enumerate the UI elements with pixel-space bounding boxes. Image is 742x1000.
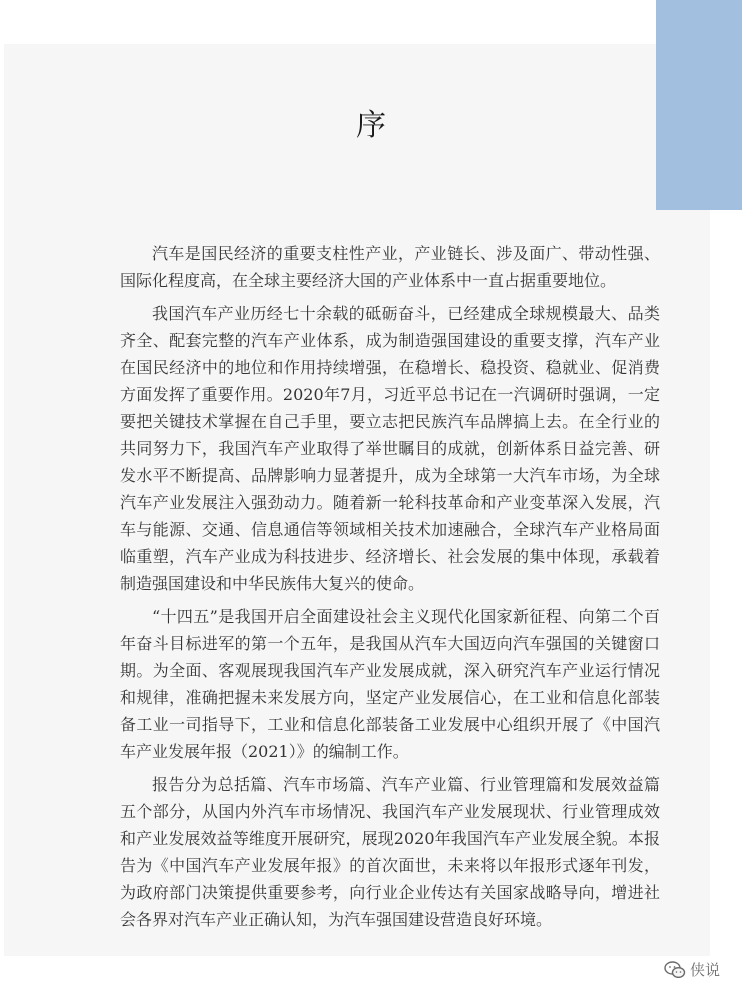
body-text — [120, 240, 660, 939]
paragraph-4: 报告分为总括篇、汽车市场篇、汽车产业篇、行业管理篇和发展效益篇五个部分，从国内外汽车市场情况、我国汽车产业发展现状、行业管理成效和产业发展效益等维度开展研究，展现2020年我国汽车产业发展全貌。本报告为《中国汽车产业发展年报》的首次面世，未来将以年报形式逐年刊发，为政府部门决策提供重要参考，向行业企业传达有关国家战略导向，增进社会各界对汽车产业正确认知，为汽车强国建设营造良好环境。 — [120, 775, 660, 929]
paragraph-3: “十四五”是我国开启全面建设社会主义现代化国家新征程、向第二个百年奋斗目标进军的第一个五年，是我国从汽车大国迈向汽车强国的关键窗口期。为全面、客观展现我国汽车产业发展成就，深入研究汽车产业运行情况和规律，准确把握未来发展方向，坚定产业发展信心，在工业和信息化部装备工业一司指导下，工业和信息化部装备工业发展中心组织开展了《中国汽车产业发展年报（2021）》的编制工作。 — [120, 607, 660, 761]
wechat-icon — [664, 960, 686, 980]
watermark-label: 侠说 — [689, 961, 720, 979]
blue-corner-tab — [656, 0, 742, 210]
watermark — [664, 959, 720, 980]
paragraph-1: 汽车是国民经济的重要支柱性产业，产业链长、涉及面广、带动性强、国际化程度高，在全球主要经济大国的产业体系中一直占据重要地位。 — [120, 244, 660, 290]
page-title: 序 — [356, 108, 386, 143]
paragraph-2: 我国汽车产业历经七十余载的砥砺奋斗，已经建成全球规模最大、品类齐全、配套完整的汽车产业体系，成为制造强国建设的重要支撑，汽车产业在国民经济中的地位和作用持续增强，在稳增长、稳投资、稳就业、促消费方面发挥了重要作用。2020年7月，习近平总书记在一汽调研时强调，一定要把关键技术掌握在自己手里，要立志把民族汽车品牌搞上去。在全行业的共同努力下，我国汽车产业取得了举世瞩目的成就，创新体系日益完善、研发水平不断提高、品牌影响力显著提升，成为全球第一大汽车市场，为全球汽车产业发展注入强劲动力。随着新一轮科技革命和产业变革深入发展，汽车与能源、交通、信息通信等领域相关技术加速融合，全球汽车产业格局面临重塑，汽车产业成为科技进步、经济增长、社会发展的集中体现，承载着制造强国建设和中华民族伟大复兴的使命。 — [120, 304, 660, 593]
